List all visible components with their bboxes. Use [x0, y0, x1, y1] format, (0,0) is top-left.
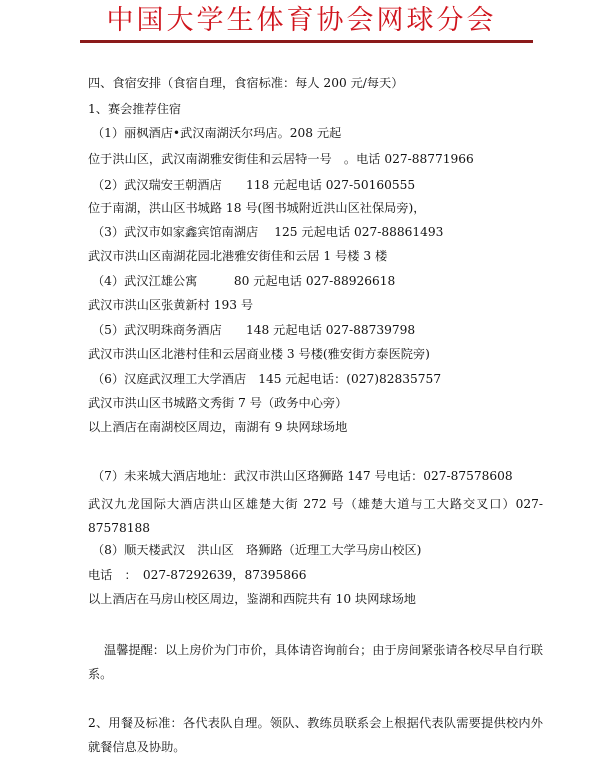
hotel-2-address: 位于南湖，洪山区书城路 18 号(图书城附近洪山区社保局旁)，: [88, 201, 426, 215]
hotel-3-address: 武汉市洪山区南湖花园北港雅安街佳和云居 1 号楼 3 楼: [88, 249, 388, 263]
hotel-5-address: 武汉市洪山区北港村佳和云居商业楼 3 号楼(雅安街方泰医院旁): [88, 347, 430, 361]
hotel-4-title: （4）武汉江雄公寓 80 元起电话 027-88926618: [92, 274, 396, 288]
hotel-5-title: （5）武汉明珠商务酒店 148 元起电话 027-88739798: [92, 323, 416, 337]
mafangshan-note: 以上酒店在马房山校区周边，鉴湖和西院共有 10 块网球场地: [88, 592, 416, 606]
hotel-2-title: （2）武汉瑞安王朝酒店 118 元起电话 027-50160555: [92, 178, 416, 192]
hotel-1-address: 位于洪山区，武汉南湖雅安街佳和云居特一号 。电话 027-88771966: [88, 152, 474, 166]
section-2-meals: 2、用餐及标准：各代表队自理。领队、教练员联系会上根据代表队需要提供校内外就餐信息及协助。: [88, 716, 543, 754]
hotel-1-title: （1）丽枫酒店•武汉南湖沃尔玛店。208 元起: [92, 126, 342, 140]
reminder-note: 温馨提醒：以上房价为门市价，具体请咨询前台；由于房间紧张请各校尽早自行联系。: [88, 643, 543, 681]
nanhu-note: 以上酒店在南湖校区周边，南湖有 9 块网球场地: [88, 420, 348, 434]
section-4-heading: 四、食宿安排（食宿自理，食宿标准：每人 200 元/每天）: [88, 76, 404, 90]
hotel-7-address: 武汉九龙国际大酒店洪山区雄楚大街 272 号（雄楚大道与工大路交叉口）027-87578188: [88, 497, 543, 535]
hotel-3-title: （3）武汉市如家鑫宾馆南湖店 125 元起电话 027-88861493: [92, 225, 444, 239]
document-header: [0, 0, 603, 46]
hotel-8-title: （8）顺天楼武汉 洪山区 珞狮路（近理工大学马房山校区): [92, 543, 422, 557]
hotel-7-title: （7）未来城大酒店地址：武汉市洪山区珞狮路 147 号电话：027-87578608: [92, 469, 513, 483]
hotel-4-address: 武汉市洪山区张黄新村 193 号: [88, 298, 254, 312]
document-title: 中国大学生体育协会网球分会: [106, 5, 497, 36]
subsection-1-heading: 1、赛会推荐住宿: [88, 102, 182, 116]
header-divider: [80, 40, 533, 43]
hotel-6-address: 武汉市洪山区书城路文秀街 7 号（政务中心旁）: [88, 396, 348, 410]
hotel-6-title: （6）汉庭武汉理工大学酒店 145 元起电话：(027)82835757: [92, 372, 442, 386]
hotel-8-phone: 电话 ： 027-87292639，87395866: [88, 568, 307, 582]
